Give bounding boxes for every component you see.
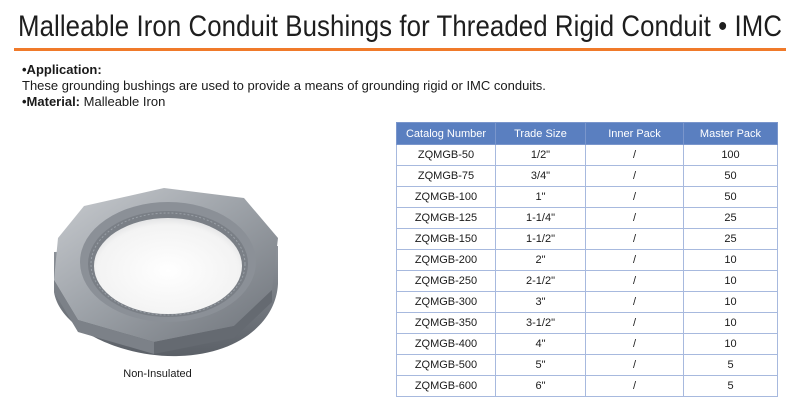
header-inner-pack: Inner Pack — [586, 123, 684, 145]
master-pack-cell: 5 — [684, 355, 778, 376]
master-pack-cell: 10 — [684, 250, 778, 271]
trade-size-cell: 1-1/2" — [496, 229, 586, 250]
material-value: Malleable Iron — [83, 94, 166, 109]
inner-pack-cell: / — [586, 271, 684, 292]
catalog-number-cell: ZQMGB-100 — [397, 187, 496, 208]
master-pack-cell: 50 — [684, 166, 778, 187]
table-row — [397, 250, 778, 271]
spec-table — [396, 122, 778, 397]
inner-pack-cell: / — [586, 355, 684, 376]
table-row — [397, 355, 778, 376]
table-row — [397, 292, 778, 313]
table-row — [397, 229, 778, 250]
table-header-row — [397, 123, 778, 145]
master-pack-cell: 5 — [684, 376, 778, 397]
inner-pack-cell: / — [586, 166, 684, 187]
trade-size-cell: 1-1/4" — [496, 208, 586, 229]
application-text: These grounding bushings are used to provide a means of grounding rigid or IMC conduits. — [22, 78, 546, 93]
table-row — [397, 376, 778, 397]
trade-size-cell: 6" — [496, 376, 586, 397]
trade-size-cell: 4" — [496, 334, 586, 355]
page-title: Malleable Iron Conduit Bushings for Threaded Rigid Conduit • IMC — [18, 10, 783, 43]
catalog-number-cell: ZQMGB-400 — [397, 334, 496, 355]
application-heading — [22, 62, 546, 78]
header-master-pack: Master Pack — [684, 123, 778, 145]
master-pack-cell: 100 — [684, 145, 778, 166]
catalog-number-cell: ZQMGB-125 — [397, 208, 496, 229]
inner-pack-cell: / — [586, 292, 684, 313]
title-underline — [14, 48, 786, 51]
master-pack-cell: 10 — [684, 313, 778, 334]
material-label: •Material: — [22, 94, 81, 109]
catalog-number-cell: ZQMGB-50 — [397, 145, 496, 166]
trade-size-cell: 5" — [496, 355, 586, 376]
product-info — [22, 62, 546, 110]
table-row — [397, 145, 778, 166]
trade-size-cell: 3-1/2" — [496, 313, 586, 334]
catalog-number-cell: ZQMGB-150 — [397, 229, 496, 250]
header-trade-size: Trade Size — [496, 123, 586, 145]
application-label: •Application: — [22, 62, 102, 77]
trade-size-cell: 2-1/2" — [496, 271, 586, 292]
catalog-number-cell: ZQMGB-75 — [397, 166, 496, 187]
catalog-number-cell: ZQMGB-350 — [397, 313, 496, 334]
inner-pack-cell: / — [586, 376, 684, 397]
master-pack-cell: 25 — [684, 229, 778, 250]
master-pack-cell: 10 — [684, 271, 778, 292]
trade-size-cell: 3/4" — [496, 166, 586, 187]
inner-pack-cell: / — [586, 187, 684, 208]
table-row — [397, 271, 778, 292]
inner-pack-cell: / — [586, 208, 684, 229]
header-catalog-number: Catalog Number — [397, 123, 496, 145]
inner-pack-cell: / — [586, 229, 684, 250]
bushing-image — [44, 180, 284, 360]
catalog-number-cell: ZQMGB-600 — [397, 376, 496, 397]
material-line — [22, 94, 546, 110]
catalog-number-cell: ZQMGB-500 — [397, 355, 496, 376]
image-caption: Non-Insulated — [123, 368, 192, 380]
table-row — [397, 208, 778, 229]
catalog-number-cell: ZQMGB-200 — [397, 250, 496, 271]
master-pack-cell: 10 — [684, 292, 778, 313]
table-row — [397, 187, 778, 208]
table-row — [397, 166, 778, 187]
master-pack-cell: 25 — [684, 208, 778, 229]
inner-pack-cell: / — [586, 250, 684, 271]
inner-pack-cell: / — [586, 334, 684, 355]
trade-size-cell: 1/2" — [496, 145, 586, 166]
inner-pack-cell: / — [586, 313, 684, 334]
trade-size-cell: 2" — [496, 250, 586, 271]
catalog-number-cell: ZQMGB-300 — [397, 292, 496, 313]
inner-pack-cell: / — [586, 145, 684, 166]
trade-size-cell: 3" — [496, 292, 586, 313]
catalog-number-cell: ZQMGB-250 — [397, 271, 496, 292]
trade-size-cell: 1" — [496, 187, 586, 208]
master-pack-cell: 50 — [684, 187, 778, 208]
table-row — [397, 334, 778, 355]
table-row — [397, 313, 778, 334]
master-pack-cell: 10 — [684, 334, 778, 355]
